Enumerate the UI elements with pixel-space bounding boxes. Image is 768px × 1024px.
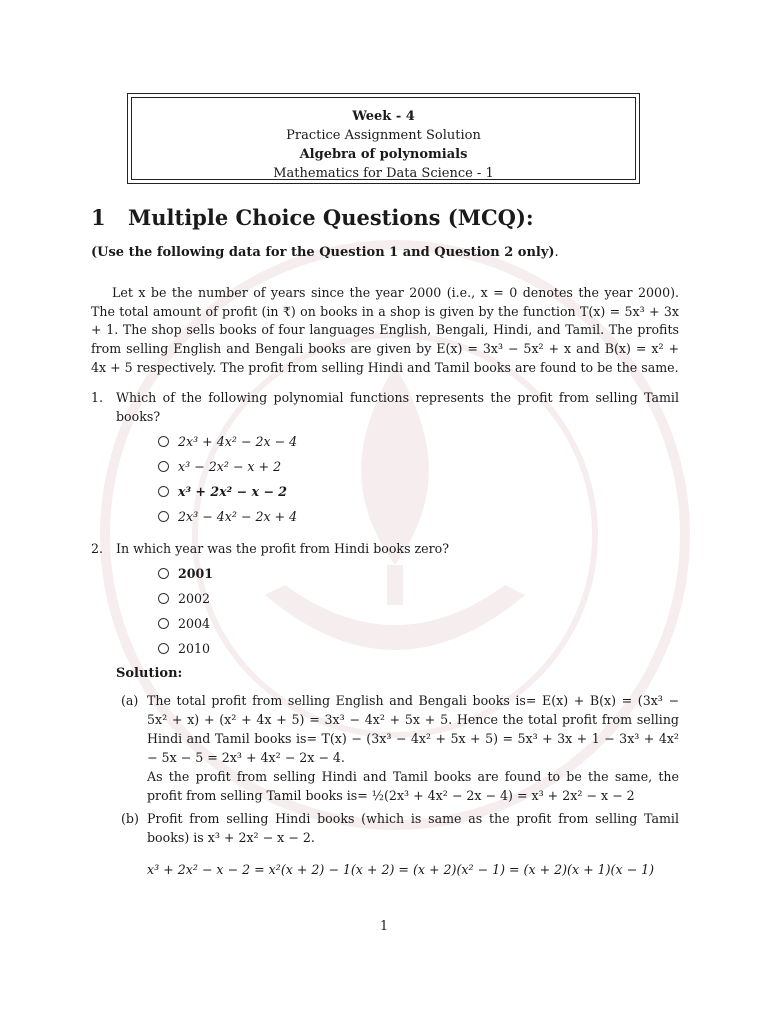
- topic-title: Algebra of polynomials: [299, 147, 468, 162]
- option-1b[interactable]: x³ − 2x² − x + 2: [158, 458, 297, 483]
- question-number: 1.: [91, 390, 104, 405]
- page-number: 1: [379, 918, 388, 933]
- title-box: [127, 93, 640, 184]
- radio-button[interactable]: [158, 486, 169, 497]
- radio-button[interactable]: [158, 643, 169, 654]
- option-2c[interactable]: 2004: [158, 615, 213, 640]
- week-label: Week - 4: [352, 109, 415, 124]
- option-1c-correct[interactable]: x³ + 2x² − x − 2: [158, 483, 297, 508]
- part-label: (a): [121, 693, 139, 708]
- radio-button[interactable]: [158, 461, 169, 472]
- solution-part-a: [121, 691, 679, 805]
- question-1: [91, 389, 679, 426]
- option-2b[interactable]: 2002: [158, 590, 213, 615]
- question-1-options: [158, 433, 297, 533]
- solution-part-b: [121, 809, 679, 847]
- section-heading: [91, 205, 534, 230]
- question-number: 2.: [91, 541, 104, 556]
- course-name: Mathematics for Data Science - 1: [273, 166, 494, 181]
- solution-a-text: The total profit from selling English and Bengali books is= E(x) + B(x) = (3x³ − 5x² + x) + (x² + 4x + 5) = 3x³ − 4x² + 5x + 5. Hence the total profit from selling Hindi and Tamil books is= T(x) − (3x³ − 4x² + 5x + 5) = 5x³ + 3x + 1 − 3x³ + 4x² − 5x − 5 = 2x³ + 4x² − 2x − 4.: [147, 693, 679, 765]
- solution-a-text-2: As the profit from selling Hindi and Tamil books are found to be the same, the profit from selling Tamil books is= ½(2x³ + 4x² − 2x − 4) = x³ + 2x² − x − 2: [147, 769, 679, 803]
- question-text: Which of the following polynomial functions represents the profit from selling Tamil books?: [116, 390, 679, 424]
- document-type: Practice Assignment Solution: [286, 128, 481, 143]
- data-note-text: (Use the following data for the Question 1 and Question 2 only): [91, 245, 555, 260]
- radio-button[interactable]: [158, 568, 169, 579]
- radio-button[interactable]: [158, 618, 169, 629]
- section-title: Multiple Choice Questions (MCQ):: [128, 205, 534, 230]
- section-number: 1: [91, 205, 106, 230]
- solution-heading: Solution:: [116, 666, 183, 681]
- question-text: In which year was the profit from Hindi books zero?: [116, 541, 449, 556]
- question-2-options: [158, 565, 213, 665]
- question-2: [91, 540, 679, 559]
- radio-button[interactable]: [158, 511, 169, 522]
- radio-button[interactable]: [158, 436, 169, 447]
- option-2a-correct[interactable]: 2001: [158, 565, 213, 590]
- data-note: (Use the following data for the Question 1 and Question 2 only).: [91, 245, 559, 260]
- option-1a[interactable]: 2x³ + 4x² − 2x − 4: [158, 433, 297, 458]
- problem-paragraph: Let x be the number of years since the year 2000 (i.e., x = 0 denotes the year 2000). The total amount of profit (in ₹) on books in a shop is given by the function T(x) = 5x³ + 3x + 1. The shop sells books of four languages English, Bengali, Hindi, and Tamil. The profits from selling English and Bengali books are given by E(x) = 3x³ − 5x² + x and B(x) = x² + 4x + 5 respectively. The profit from selling Hindi and Tamil books are found to be the same.: [91, 285, 679, 375]
- option-1d[interactable]: 2x³ − 4x² − 2x + 4: [158, 508, 297, 533]
- factorization-equation: x³ + 2x² − x − 2 = x²(x + 2) − 1(x + 2) = (x + 2)(x² − 1) = (x + 2)(x + 1)(x − 1): [147, 862, 655, 877]
- radio-button[interactable]: [158, 593, 169, 604]
- option-2d[interactable]: 2010: [158, 640, 213, 665]
- solution-b-text: Profit from selling Hindi books (which is same as the profit from selling Tamil books) is x³ + 2x² − x − 2.: [147, 811, 679, 845]
- part-label: (b): [121, 811, 139, 826]
